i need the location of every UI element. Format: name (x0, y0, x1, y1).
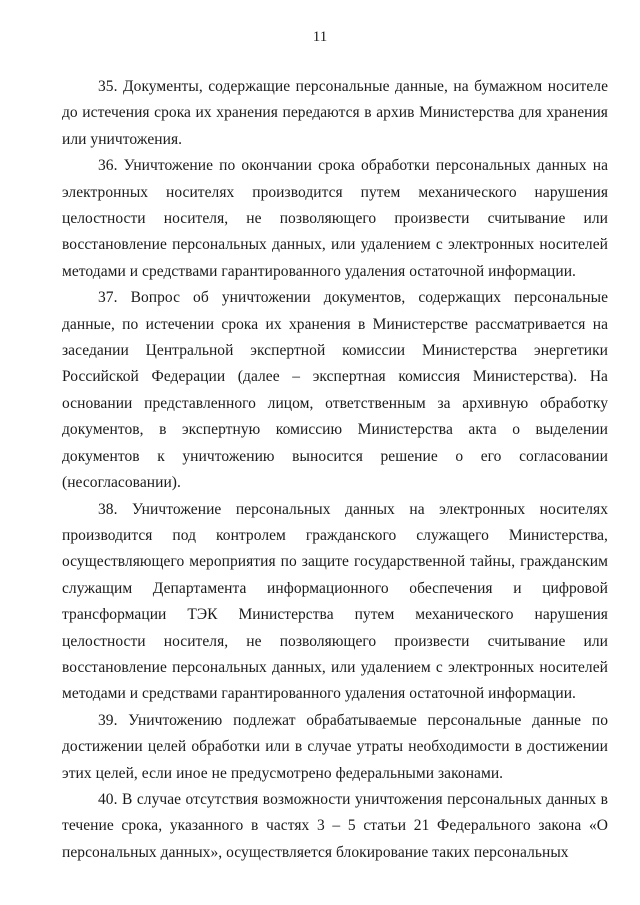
page-number: 11 (312, 29, 328, 45)
paragraph-40: 40. В случае отсутствия возможности уничтожения персональных данных в течение срока, указанного в частях 3 – 5 статьи 21 Федерального закона «О персональных данных», осуществляется блокирование таких персональных (62, 790, 608, 861)
paragraph-36: 36. Уничтожение по окончании срока обработки персональных данных на электронных носителях производится путем механического нарушения целостности носителя, не позволяющего произвести считывание или восстановление персональных данных, или удалением с электронных носителей методами и средствами гарантированного удаления остаточной информации. (62, 157, 608, 280)
paragraph-38: 38. Уничтожение персональных данных на электронных носителях производится под контролем гражданского служащего Министерства, осуществляющего мероприятия по защите государственной тайны, гражданским служащим Департамента информационного обеспечения и цифровой трансформации ТЭК Министерства путем механического нарушения целостности носителя, не позволяющего произвести считывание или восстановление персональных данных, или удалением с электронных носителей методами и средствами гарантированного удаления остаточной информации. (62, 500, 608, 703)
paragraph-35: 35. Документы, содержащие персональные данные, на бумажном носителе до истечения срока их хранения передаются в архив Министерства для хранения или уничтожения. (62, 78, 608, 148)
paragraph-37: 37. Вопрос об уничтожении документов, содержащих персональные данные, по истечении срока их хранения в Министерстве рассматривается на заседании Центральной экспертной комиссии Министерства энергетики Российской Федерации (далее – экспертная комиссия Министерства). На основании представленного лицом, ответственным за архивную обработку документов, в экспертную комиссию Министерства акта о выделении документов к уничтожению выносится решение о его согласовании (несогласовании). (62, 289, 608, 492)
paragraph-39: 39. Уничтожению подлежат обрабатываемые персональные данные по достижении целей обработки или в случае утраты необходимости в достижении этих целей, если иное не предусмотрено федеральными законами. (62, 711, 608, 782)
document-body (62, 74, 608, 866)
